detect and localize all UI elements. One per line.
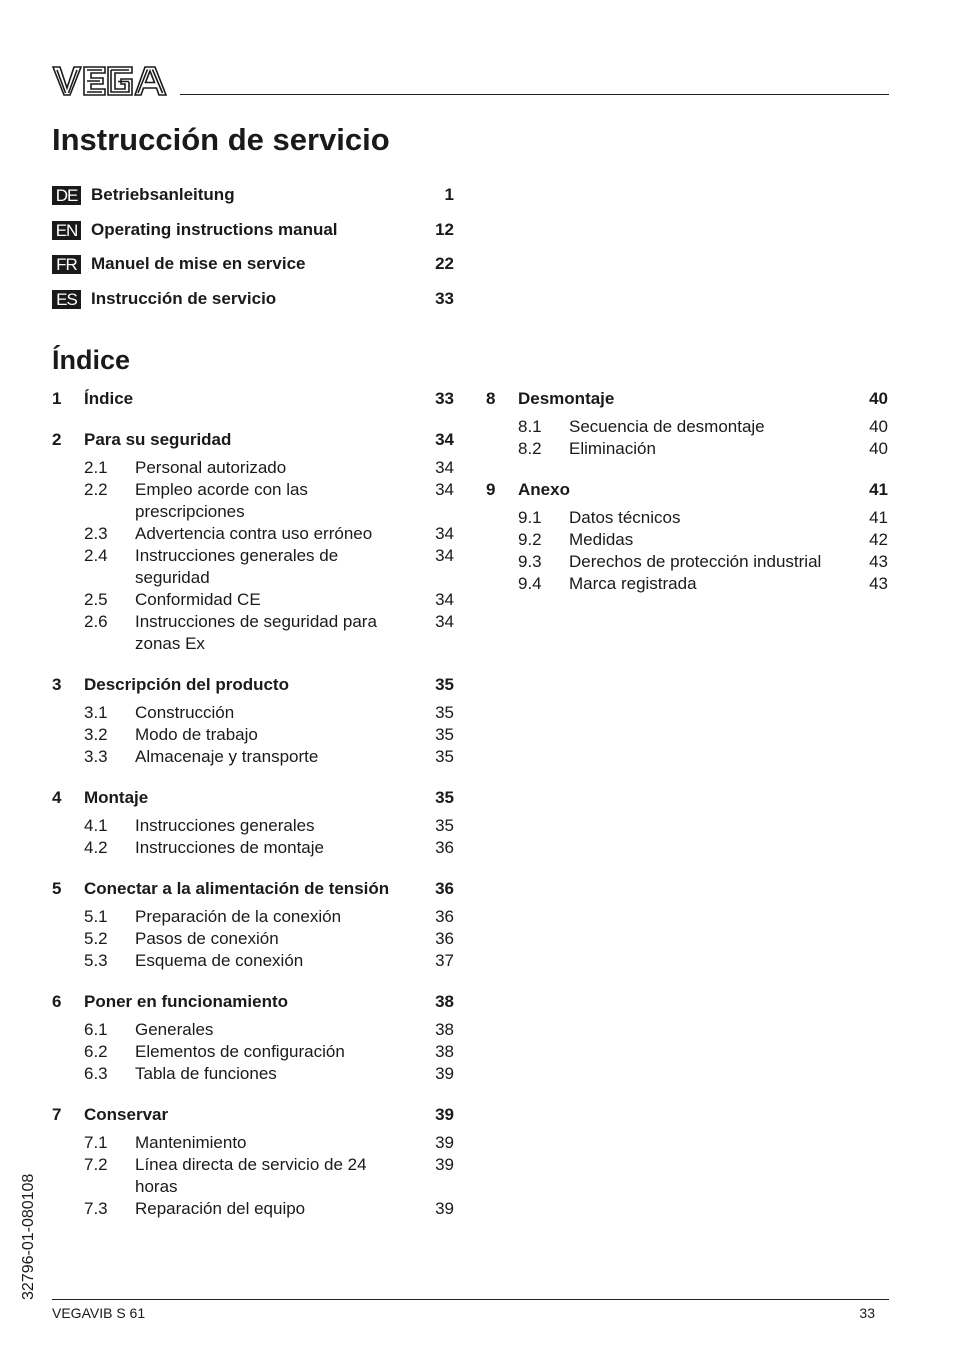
toc-chapter-title: Conservar [84,1105,169,1124]
toc-section-title: Tabla de funciones [135,1064,277,1083]
toc-section-title: Preparación de la conexión [135,907,342,926]
toc-section-title: Reparación del equipo [135,1199,306,1218]
language-page-number: 1 [444,185,454,204]
language-label: Instrucción de servicio [91,289,277,308]
toc-column-right [486,388,888,614]
toc-section-title: Empleo acorde con las prescripciones [135,480,308,521]
toc-section-page: 39 [435,1064,454,1083]
toc-section-5-3[interactable] [52,950,454,972]
toc-chapter-2 [52,429,454,655]
toc-section-page: 34 [435,458,454,477]
toc-section-9-4[interactable] [486,573,888,595]
toc-chapter-6 [52,991,454,1085]
toc-section-number: 9.4 [518,574,542,593]
toc-section-page: 40 [869,417,888,436]
vega-logo [52,64,168,98]
toc-section-2-1[interactable] [52,457,454,479]
toc-section-9-2[interactable] [486,529,888,551]
toc-chapter-heading[interactable] [52,388,454,410]
toc-section-page: 35 [435,816,454,835]
index-heading: Índice [52,345,131,375]
toc-section-title: Instrucciones generales de seguridad [135,546,339,587]
language-page-number: 22 [435,254,454,273]
toc-section-page: 37 [435,951,454,970]
toc-section-title: Generales [135,1020,214,1039]
header-rule [180,94,889,95]
toc-section-title: Instrucciones generales [135,816,315,835]
toc-section-number: 6.1 [84,1020,108,1039]
toc-chapter-title: Índice [84,389,134,408]
toc-section-7-3[interactable] [52,1198,454,1220]
toc-section-number: 5.2 [84,929,108,948]
toc-section-number: 9.3 [518,552,542,571]
toc-chapter-title: Desmontaje [518,389,615,408]
toc-section-page: 42 [869,530,888,549]
toc-chapter-number: 2 [52,430,62,449]
toc-section-page: 34 [435,480,454,499]
toc-section-2-5[interactable] [52,589,454,611]
toc-section-number: 2.5 [84,590,108,609]
toc-section-2-6[interactable] [52,611,454,655]
toc-section-page: 38 [435,1020,454,1039]
toc-section-8-1[interactable] [486,416,888,438]
toc-section-3-1[interactable] [52,702,454,724]
toc-section-title: Advertencia contra uso erróneo [135,524,373,543]
toc-chapter-page: 40 [869,389,888,408]
language-row-de[interactable] [52,183,454,207]
toc-chapter-1 [52,388,454,410]
toc-section-2-2[interactable] [52,479,454,523]
toc-section-number: 3.1 [84,703,108,722]
toc-section-number: 3.3 [84,747,108,766]
toc-section-title: Eliminación [569,439,656,458]
toc-chapter-heading[interactable] [486,388,888,410]
language-label: Operating instructions manual [91,220,338,239]
toc-section-number: 2.2 [84,480,108,499]
footer-page-number: 33 [859,1305,875,1321]
toc-chapter-number: 5 [52,879,62,898]
language-row-en[interactable] [52,218,454,242]
toc-chapter-page: 41 [869,480,888,499]
toc-chapter-title: Conectar a la alimentación de tensión [84,879,390,898]
language-row-es[interactable] [52,287,454,311]
toc-section-5-2[interactable] [52,928,454,950]
toc-section-title: Mantenimiento [135,1133,247,1152]
toc-section-page: 35 [435,747,454,766]
toc-section-title: Datos técnicos [569,508,681,527]
toc-section-9-3[interactable] [486,551,888,573]
toc-section-page: 36 [435,838,454,857]
toc-section-title: Elementos de configuración [135,1042,345,1061]
toc-chapter-page: 36 [435,879,454,898]
toc-section-number: 2.1 [84,458,108,477]
language-code-badge: ES [52,290,81,309]
toc-chapter-page: 34 [435,430,454,449]
toc-section-2-4[interactable] [52,545,454,589]
toc-chapter-heading[interactable] [52,991,454,1013]
toc-section-page: 36 [435,929,454,948]
toc-chapter-heading[interactable] [52,674,454,696]
toc-section-title: Construcción [135,703,235,722]
toc-chapter-number: 1 [52,389,62,408]
toc-section-page: 39 [435,1133,454,1152]
toc-chapter-heading[interactable] [52,1104,454,1126]
toc-chapter-heading[interactable] [52,787,454,809]
toc-section-title: Instrucciones de seguridad para zonas Ex [135,612,377,653]
language-page-number: 33 [435,289,454,308]
toc-section-title: Secuencia de desmontaje [569,417,765,436]
toc-section-2-3[interactable] [52,523,454,545]
toc-section-3-2[interactable] [52,724,454,746]
toc-chapter-page: 33 [435,389,454,408]
toc-section-number: 9.2 [518,530,542,549]
toc-section-number: 8.1 [518,417,542,436]
toc-chapter-page: 39 [435,1105,454,1124]
toc-section-page: 34 [435,590,454,609]
toc-section-page: 34 [435,546,454,565]
language-label: Manuel de mise en service [91,254,306,273]
toc-section-page: 35 [435,703,454,722]
document-code: 32796-01-080108 [20,1173,37,1300]
toc-section-title: Pasos de conexión [135,929,279,948]
toc-section-5-1[interactable] [52,906,454,928]
toc-chapter-9 [486,479,888,595]
language-code-badge: DE [52,186,81,205]
toc-section-page: 34 [435,524,454,543]
toc-chapter-heading[interactable] [486,479,888,501]
toc-section-3-3[interactable] [52,746,454,768]
toc-chapter-number: 3 [52,675,62,694]
toc-section-number: 2.4 [84,546,108,565]
toc-section-number: 4.1 [84,816,108,835]
toc-chapter-4 [52,787,454,859]
toc-section-title: Esquema de conexión [135,951,304,970]
toc-section-page: 39 [435,1199,454,1218]
toc-section-4-2[interactable] [52,837,454,859]
toc-section-number: 7.2 [84,1155,108,1174]
toc-section-number: 7.3 [84,1199,108,1218]
footer-rule [52,1299,889,1300]
toc-section-number: 2.6 [84,612,108,631]
toc-chapter-number: 7 [52,1105,62,1124]
toc-section-number: 5.3 [84,951,108,970]
page-title: Instrucción de servicio [52,122,390,157]
toc-section-7-2[interactable] [52,1154,454,1198]
toc-section-title: Personal autorizado [135,458,287,477]
toc-chapter-title: Anexo [518,480,570,499]
toc-section-page: 43 [869,574,888,593]
toc-section-9-1[interactable] [486,507,888,529]
language-page-number: 12 [435,220,454,239]
toc-section-6-3[interactable] [52,1063,454,1085]
language-row-fr[interactable] [52,252,454,276]
language-code-badge: EN [52,221,81,240]
toc-section-number: 4.2 [84,838,108,857]
toc-section-number: 3.2 [84,725,108,744]
toc-section-7-1[interactable] [52,1132,454,1154]
toc-section-number: 7.1 [84,1133,108,1152]
toc-chapter-title: Montaje [84,788,149,807]
toc-section-page: 41 [869,508,888,527]
toc-section-title: Instrucciones de montaje [135,838,324,857]
language-code-badge: FR [52,255,81,274]
toc-section-number: 8.2 [518,439,542,458]
toc-chapter-title: Poner en funcionamiento [84,992,289,1011]
toc-chapter-5 [52,878,454,972]
language-label: Betriebsanleitung [91,185,235,204]
toc-section-title: Derechos de protección industrial [569,552,822,571]
toc-chapter-page: 38 [435,992,454,1011]
toc-section-page: 43 [869,552,888,571]
toc-section-6-1[interactable] [52,1019,454,1041]
toc-section-page: 34 [435,612,454,631]
toc-section-8-2[interactable] [486,438,888,460]
toc-section-number: 9.1 [518,508,542,527]
toc-chapter-page: 35 [435,675,454,694]
toc-section-number: 5.1 [84,907,108,926]
toc-section-page: 36 [435,907,454,926]
toc-chapter-title: Para su seguridad [84,430,232,449]
toc-column-left [52,388,454,1239]
toc-chapter-title: Descripción del producto [84,675,289,694]
toc-section-title: Modo de trabajo [135,725,258,744]
toc-section-number: 6.3 [84,1064,108,1083]
toc-chapter-number: 6 [52,992,62,1011]
toc-section-page: 40 [869,439,888,458]
toc-chapter-number: 9 [486,480,496,499]
toc-chapter-3 [52,674,454,768]
toc-section-title: Línea directa de servicio de 24 horas [135,1155,367,1196]
footer-product: VEGAVIB S 61 [52,1305,146,1321]
toc-chapter-7 [52,1104,454,1220]
toc-chapter-heading[interactable] [52,429,454,451]
toc-section-page: 35 [435,725,454,744]
toc-section-title: Conformidad CE [135,590,261,609]
toc-section-number: 2.3 [84,524,108,543]
toc-section-page: 39 [435,1155,454,1174]
toc-section-title: Marca registrada [569,574,697,593]
toc-section-number: 6.2 [84,1042,108,1061]
toc-section-6-2[interactable] [52,1041,454,1063]
toc-section-4-1[interactable] [52,815,454,837]
toc-chapter-number: 4 [52,788,62,807]
toc-section-page: 38 [435,1042,454,1061]
toc-chapter-8 [486,388,888,460]
toc-section-title: Medidas [569,530,634,549]
toc-section-title: Almacenaje y transporte [135,747,319,766]
toc-chapter-heading[interactable] [52,878,454,900]
toc-chapter-number: 8 [486,389,496,408]
toc-chapter-page: 35 [435,788,454,807]
